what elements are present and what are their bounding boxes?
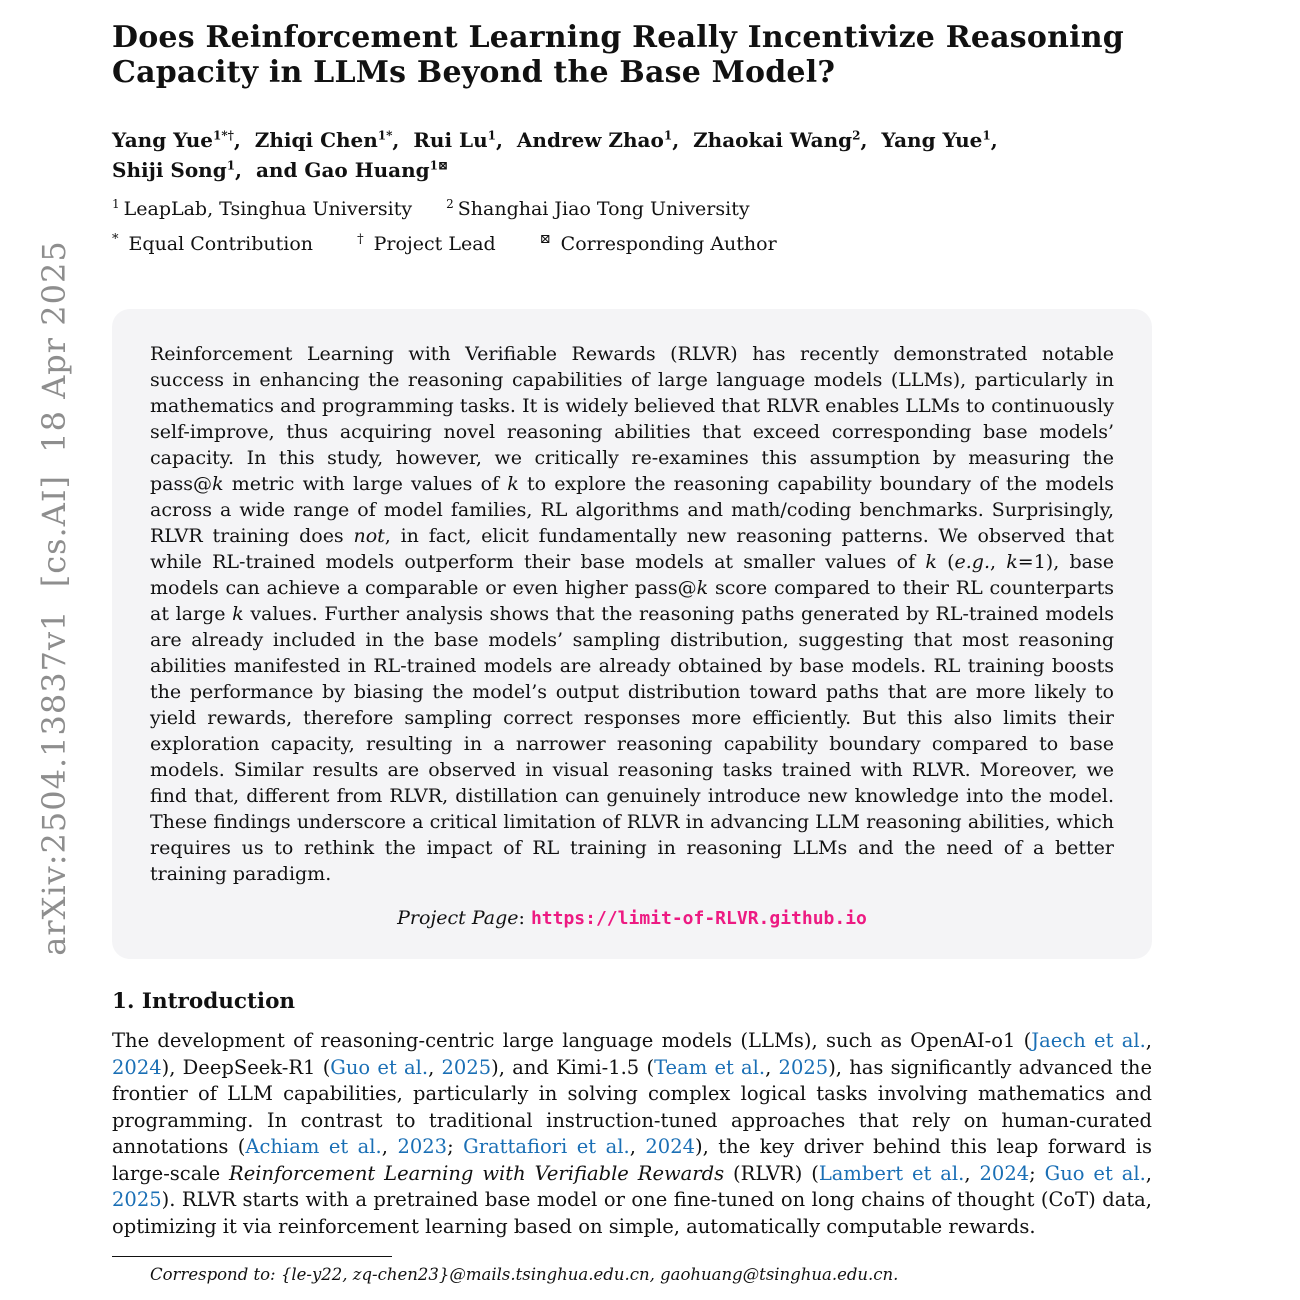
project-page-separator: : <box>518 907 531 930</box>
contribution-note: † Project Lead <box>357 232 496 256</box>
author-superscript: 1 <box>663 128 673 143</box>
affiliation: $^1$ LeapLab, Tsinghua University <box>112 196 413 221</box>
citation-link[interactable]: 2025 <box>778 1055 829 1079</box>
body-text: to explore the reasoning capability boundary of the models across a wide range of model families, RL algorithms and math/coding benchmarks. Surprisingly, RLVR training does <box>150 473 1114 548</box>
emphasized-text: k <box>696 577 709 600</box>
author-superscript: 1⊠ <box>429 158 449 173</box>
body-text: score compared to their RL counterparts at large <box>150 577 1114 626</box>
note-symbol: † <box>357 232 364 248</box>
citation-link[interactable]: Grattafiori et al. <box>463 1135 630 1159</box>
citation-link[interactable]: Guo et al. <box>1044 1161 1146 1185</box>
author-name: Zhaokai Wang <box>693 127 853 152</box>
project-page-link[interactable]: https://limit-of-RLVR.github.io <box>530 908 867 930</box>
emphasized-text: k <box>1006 551 1018 574</box>
project-page-label: Project Page <box>397 907 519 930</box>
body-text: The development of reasoning-centric large language models (LLMs), such as OpenAI-o1 ( <box>112 1029 1032 1053</box>
author-name: Shiji Song <box>112 157 227 182</box>
body-text: ), DeepSeek-R1 ( <box>161 1055 331 1079</box>
emphasized-text: e.g. <box>954 551 991 574</box>
introduction-paragraph <box>112 1028 1152 1240</box>
author-name: Yang Yue <box>881 127 983 152</box>
emphasized-text: k <box>212 473 224 496</box>
abstract-text <box>150 341 1114 887</box>
citation-link[interactable]: Lambert et al. <box>818 1161 965 1185</box>
body-text: Reinforcement Learning with Verifiable Rewards (RLVR) has recently demonstrated notable success in enhancing the reasoning capabilities of large language models (LLMs), particularly in mathematics and programming tasks. It is widely believed that RLVR enables LLMs to continuously self-improve, thus acquiring novel reasoning abilities that exceed corresponding base models’ capacity. In this study, however, we critically re-examines this assumption by measuring the pass@ <box>150 343 1114 496</box>
body-text: ( <box>936 551 955 574</box>
body-text: , <box>629 1135 646 1159</box>
author-name: Rui Lu <box>413 127 488 152</box>
author-name: Andrew Zhao <box>516 127 664 152</box>
citation-link[interactable]: Team et al. <box>654 1055 766 1079</box>
body-text: metric with large values of <box>223 473 508 496</box>
emphasized-text: k <box>507 473 519 496</box>
author-superscript: 1 <box>487 128 496 143</box>
contribution-notes <box>112 232 1152 255</box>
emphasized-text: Reinforcement Learning with Verifiable Rewards <box>229 1161 725 1185</box>
author-name: Zhiqi Chen <box>254 127 378 152</box>
affiliation-list <box>112 197 1152 220</box>
abstract-box <box>112 309 1152 959</box>
paper-title-line1: Does Reinforcement Learning Really Incentivize Reasoning <box>112 20 1124 55</box>
body-text: ), the key driver behind this leap forward is large-scale <box>112 1135 1152 1185</box>
body-text: ; <box>1029 1161 1045 1185</box>
citation-link[interactable]: Guo et al. <box>330 1055 429 1079</box>
emphasized-text: k <box>232 603 244 626</box>
body-text: =1), base models can achieve a comparable or even higher pass@ <box>150 551 1114 600</box>
body-text: ), has significantly advanced the frontier of LLM capabilities, particularly in solving complex logical tasks involving mathematics and programming. In contrast to traditional instruction-tuned approaches that rely on human-curated annotations ( <box>112 1055 1153 1159</box>
body-text: ; <box>447 1135 464 1159</box>
citation-link[interactable]: Jaech et al. <box>1031 1029 1146 1053</box>
emphasized-text: not <box>353 525 385 548</box>
author-superscript: 1 <box>226 158 236 173</box>
correspondence-footnote: Correspond to: {le-y22, zq-chen23}@mails.tsinghua.edu.cn, gaohuang@tsinghua.edu.cn. <box>150 1265 899 1285</box>
citation-link[interactable]: 2024 <box>112 1055 162 1079</box>
citation-link[interactable]: 2025 <box>112 1188 162 1212</box>
project-page-line <box>150 907 1114 929</box>
emphasized-text: k <box>925 551 937 574</box>
contribution-note: ⊠ Corresponding Author <box>539 232 777 256</box>
author-list: Yang Yue$^{1*\dagger}$, Zhiqi Chen$^{1*}$, Rui Lu$^1$, Andrew Zhao$^1$, Zhaokai Wang$^2$, Yang Yue$^1$, Shiji Song$^1$, and Gao Huang$^{1⊠}$ <box>112 127 1012 182</box>
affiliation-superscript: 2 <box>446 196 454 211</box>
body-text: , <box>1145 1029 1152 1053</box>
author-superscript: 1 <box>982 128 991 143</box>
author-superscript: 1* <box>377 128 393 143</box>
section-heading-introduction: 1. Introduction <box>112 989 296 1015</box>
author-name: Gao Huang <box>304 157 430 182</box>
body-text: , <box>765 1055 779 1079</box>
citation-link[interactable]: 2024 <box>645 1135 696 1159</box>
paper-title <box>112 20 1152 91</box>
author-name: Yang Yue <box>112 127 213 152</box>
citation-link[interactable]: 2024 <box>979 1161 1030 1185</box>
citation-link[interactable]: 2025 <box>441 1055 492 1079</box>
affiliation-superscript: 1 <box>112 196 120 211</box>
body-text: , <box>964 1161 980 1185</box>
footnote-rule <box>112 1256 392 1257</box>
affiliation: $^2$ Shanghai Jiao Tong University <box>446 196 750 221</box>
citation-link[interactable]: Achiam et al. <box>245 1135 382 1159</box>
note-symbol: * <box>112 232 119 248</box>
body-text: ), and Kimi-1.5 ( <box>491 1055 655 1079</box>
contribution-note: * Equal Contribution <box>112 232 314 256</box>
paper-title-line2: Capacity in LLMs Beyond the Base Model? <box>112 55 836 91</box>
arxiv-watermark: arXiv:2504.13837v1 [cs.AI] 18 Apr 2025 <box>35 240 73 956</box>
body-text: ). RLVR starts with a pretrained base model or one fine-tuned on long chains of thought (CoT) data, optimizing it via reinforcement learning based on simple, automatically computable rewards. <box>112 1188 1152 1238</box>
body-text: , <box>990 551 1007 574</box>
note-symbol: ⊠ <box>539 232 551 248</box>
paper-page <box>112 20 1152 1284</box>
body-text: , <box>428 1055 442 1079</box>
body-text: , in fact, elicit fundamentally new reasoning patterns. We observed that while RL-trained models outperform their base models at smaller values of <box>150 525 1114 574</box>
body-text: (RLVR) ( <box>724 1161 819 1185</box>
author-superscript: 2 <box>852 128 861 143</box>
citation-link[interactable]: 2023 <box>397 1135 448 1159</box>
body-text: , <box>381 1135 398 1159</box>
body-text: values. Further analysis shows that the reasoning paths generated by RL-trained models are already included in the base models’ sampling distribution, suggesting that most reasoning abilities manifested in RL-trained models are already obtained by base models. RL training boosts the performance by biasing the model’s output distribution toward paths that are more likely to yield rewards, therefore sampling correct responses more efficiently. But this also limits their exploration capacity, resulting in a narrower reasoning capability boundary compared to base models. Similar results are observed in visual reasoning tasks trained with RLVR. Moreover, we find that, different from RLVR, distillation can genuinely introduce new knowledge into the model. These findings underscore a critical limitation of RLVR in advancing LLM reasoning abilities, which requires us to rethink the impact of RL training in reasoning LLMs and the need of a better training paradigm. <box>150 603 1115 886</box>
author-superscript: 1*† <box>212 128 234 143</box>
body-text: , <box>1145 1161 1152 1185</box>
